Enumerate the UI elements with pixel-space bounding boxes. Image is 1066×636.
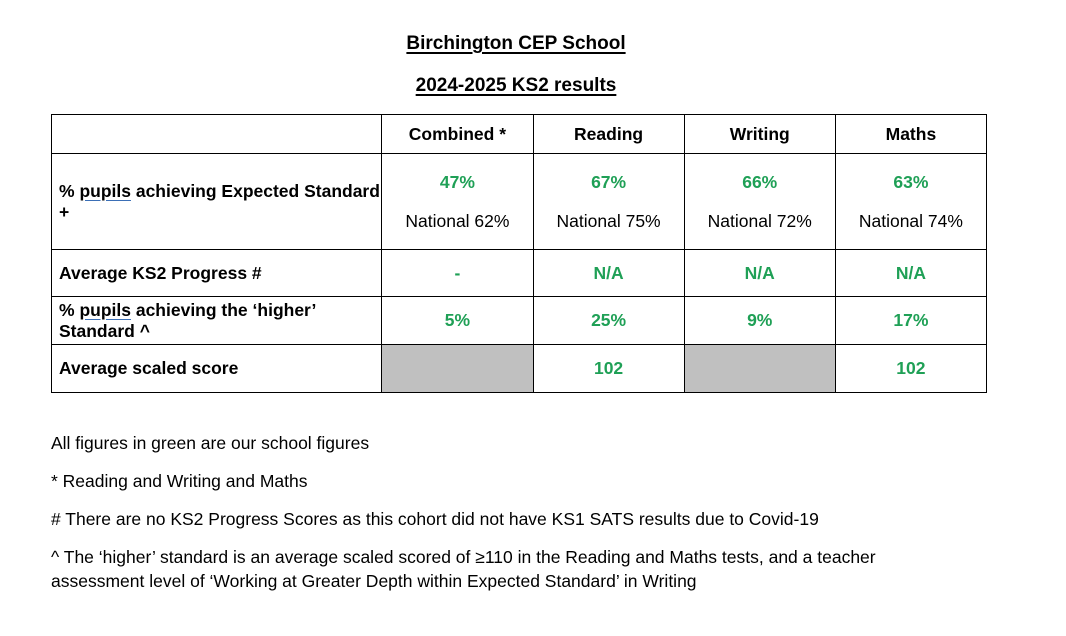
header-cell-maths: Maths — [835, 115, 986, 154]
header-cell-writing: Writing — [684, 115, 835, 154]
cell-higher-writing: 9% — [684, 297, 835, 345]
cell-higher-reading: 25% — [533, 297, 684, 345]
table-row-higher-standard — [52, 297, 987, 345]
national-figure: National 75% — [556, 210, 661, 231]
table-row-expected-standard — [52, 154, 987, 250]
label-suffix: achieving the ‘higher’ Standard ^ — [59, 299, 316, 341]
row-label-higher-standard — [52, 297, 382, 345]
cell-progress-reading: N/A — [533, 250, 684, 297]
label-spellcheck-word: pupils — [79, 299, 131, 320]
cell-expected-combined — [382, 154, 533, 250]
note-combined-footnote: * Reading and Writing and Maths — [51, 471, 308, 491]
cell-progress-maths: N/A — [835, 250, 986, 297]
national-figure: National 74% — [858, 210, 963, 231]
header-cell-combined: Combined * — [382, 115, 533, 154]
label-suffix: achieving Expected Standard + — [59, 180, 380, 222]
note-green-figures: All figures in green are our school figures — [51, 433, 370, 453]
note-higher-standard-footnote: ^ The ‘higher’ standard is an average scaled scored of ≥110 in the Reading and Maths tests, and a teacher assessment level of ‘Working at Greater Depth within Expected Standard’ in Writing — [51, 547, 876, 591]
header-cell-reading: Reading — [533, 115, 684, 154]
label-prefix: % — [59, 180, 80, 201]
school-figure: 66% — [742, 171, 778, 192]
school-name-title: Birchington CEP School — [406, 33, 626, 54]
cell-expected-reading — [533, 154, 684, 250]
school-figure: 47% — [439, 171, 475, 192]
cell-score-combined-shaded — [382, 345, 533, 393]
school-figure: 63% — [893, 171, 929, 192]
table-row-progress — [52, 250, 987, 297]
header-cell-empty — [52, 115, 382, 154]
cell-expected-maths — [835, 154, 986, 250]
label-prefix: % — [59, 299, 80, 320]
results-subtitle: 2024-2025 KS2 results — [415, 75, 617, 96]
cell-expected-writing — [684, 154, 835, 250]
label-spellcheck-word: pupils — [79, 180, 131, 201]
national-figure: National 62% — [405, 210, 510, 231]
table-header-row — [52, 115, 987, 154]
row-label-progress: Average KS2 Progress # — [52, 250, 382, 297]
cell-higher-maths: 17% — [835, 297, 986, 345]
cell-score-maths: 102 — [835, 345, 986, 393]
cell-progress-combined: - — [382, 250, 533, 297]
row-label-expected-standard — [52, 154, 382, 250]
cell-score-writing-shaded — [684, 345, 835, 393]
school-figure: 67% — [591, 171, 627, 192]
results-table — [51, 114, 987, 393]
cell-higher-combined: 5% — [382, 297, 533, 345]
note-progress-footnote: # There are no KS2 Progress Scores as this cohort did not have KS1 SATS results due to Covid-19 — [51, 509, 819, 529]
cell-score-reading: 102 — [533, 345, 684, 393]
table-row-scaled-score — [52, 345, 987, 393]
national-figure: National 72% — [707, 210, 812, 231]
row-label-scaled-score: Average scaled score — [52, 345, 382, 393]
cell-progress-writing: N/A — [684, 250, 835, 297]
